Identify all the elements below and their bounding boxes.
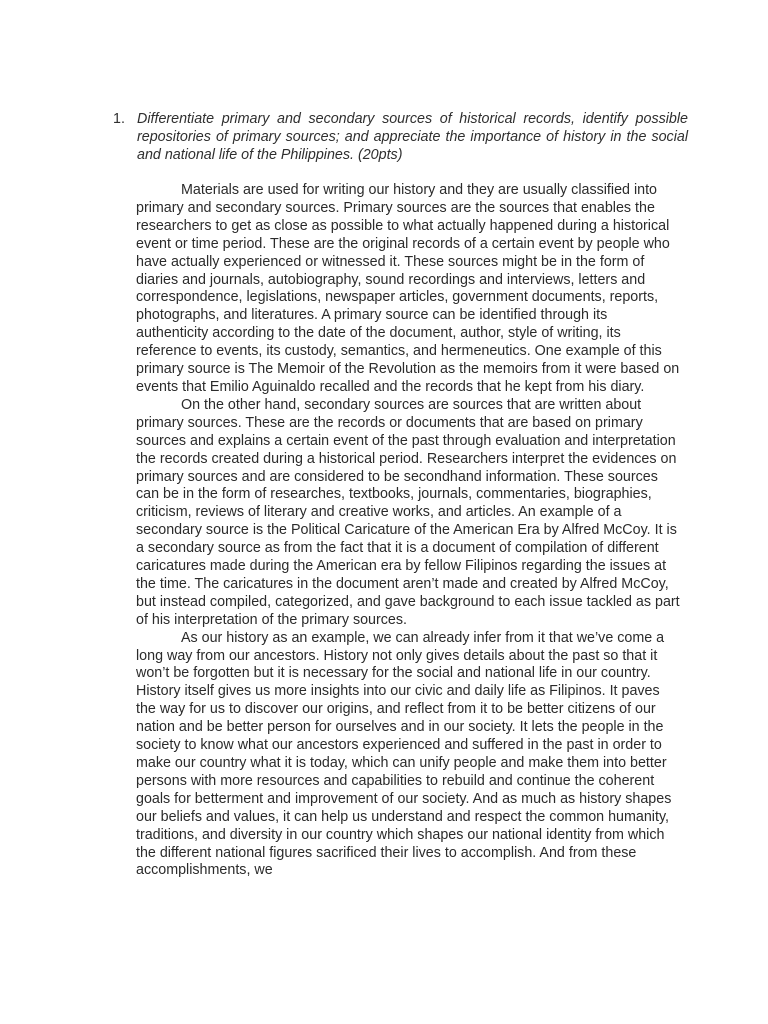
paragraph-secondary-sources: On the other hand, secondary sources are sources that are written about primary sources. These are the records or documents that are based on primary sources and explains a certain event of the past through evaluation and interpretation the records created during a historical period. Researchers interpret the evidences on primary sources and are considered to be secondhand information. These sources can be in the form of researches, textbooks, journals, commentaries, biographies, criticism, reviews of literary and creative works, and articles. An example of a secondary source is the Political Caricature of the American Era by Alfred McCoy. It is a secondary source as from the fact that it is a document of compilation of different caricatures made during the American era by fellow Filipinos regarding the issues at the time. The caricatures in the document aren’t made and created by Alfred McCoy, but instead compiled, categorized, and gave background to each issue tackled as part of his interpretation of the primary sources. [136, 396, 680, 628]
answer-body [136, 182, 680, 880]
paragraph-importance-of-history: As our history as an example, we can already infer from it that we’ve come a long way from our ancestors. History not only gives details about the past so that it won’t be forgotten but it is necessary for the social and national life in our country. History itself gives us more insights into our civic and daily life as Filipinos. It paves the way for us to discover our origins, and reflect from it to be better citizens of our nation and be better person for ourselves and in our society. It lets the people in the society to know what our ancestors experienced and suffered in the past in order to make our country what it is today, which can unify people and make them into better persons with more resources and capabilities to rebuild and continue the coherent goals for betterment and improvement of our society. And as much as history shapes our beliefs and values, it can help us understand and respect the common humanity, traditions, and diversity in our country which shapes our national identity from which the different national figures sacrificed their lives to accomplish. And from these accomplishments, we [136, 629, 672, 879]
question-text: Differentiate primary and secondary sources of historical records, identify possible repositories of primary sources; and appreciate the importance of history in the social and national life of the Philippines. (20pts) [137, 111, 688, 163]
paragraph-primary-sources: Materials are used for writing our history and they are usually classified into primary and secondary sources. Primary sources are the sources that enables the researchers to get as close as possible to what actually happened during a historical event or time period. These are the original records of a certain event by people who have actually experienced or witnessed it. These sources might be in the form of diaries and journals, autobiography, sound recordings and interviews, letters and correspondence, legislations, newspaper articles, government documents, reports, photographs, and literatures. A primary source can be identified through its authenticity according to the date of the document, author, style of writing, its reference to events, its custody, semantics, and hermeneutics. One example of this primary source is The Memoir of the Revolution as the memoirs from it were based on events that Emilio Aguinaldo recalled and the records that he kept from his diary. [136, 182, 680, 395]
question-item [113, 110, 688, 164]
question-number: 1. [113, 111, 125, 127]
